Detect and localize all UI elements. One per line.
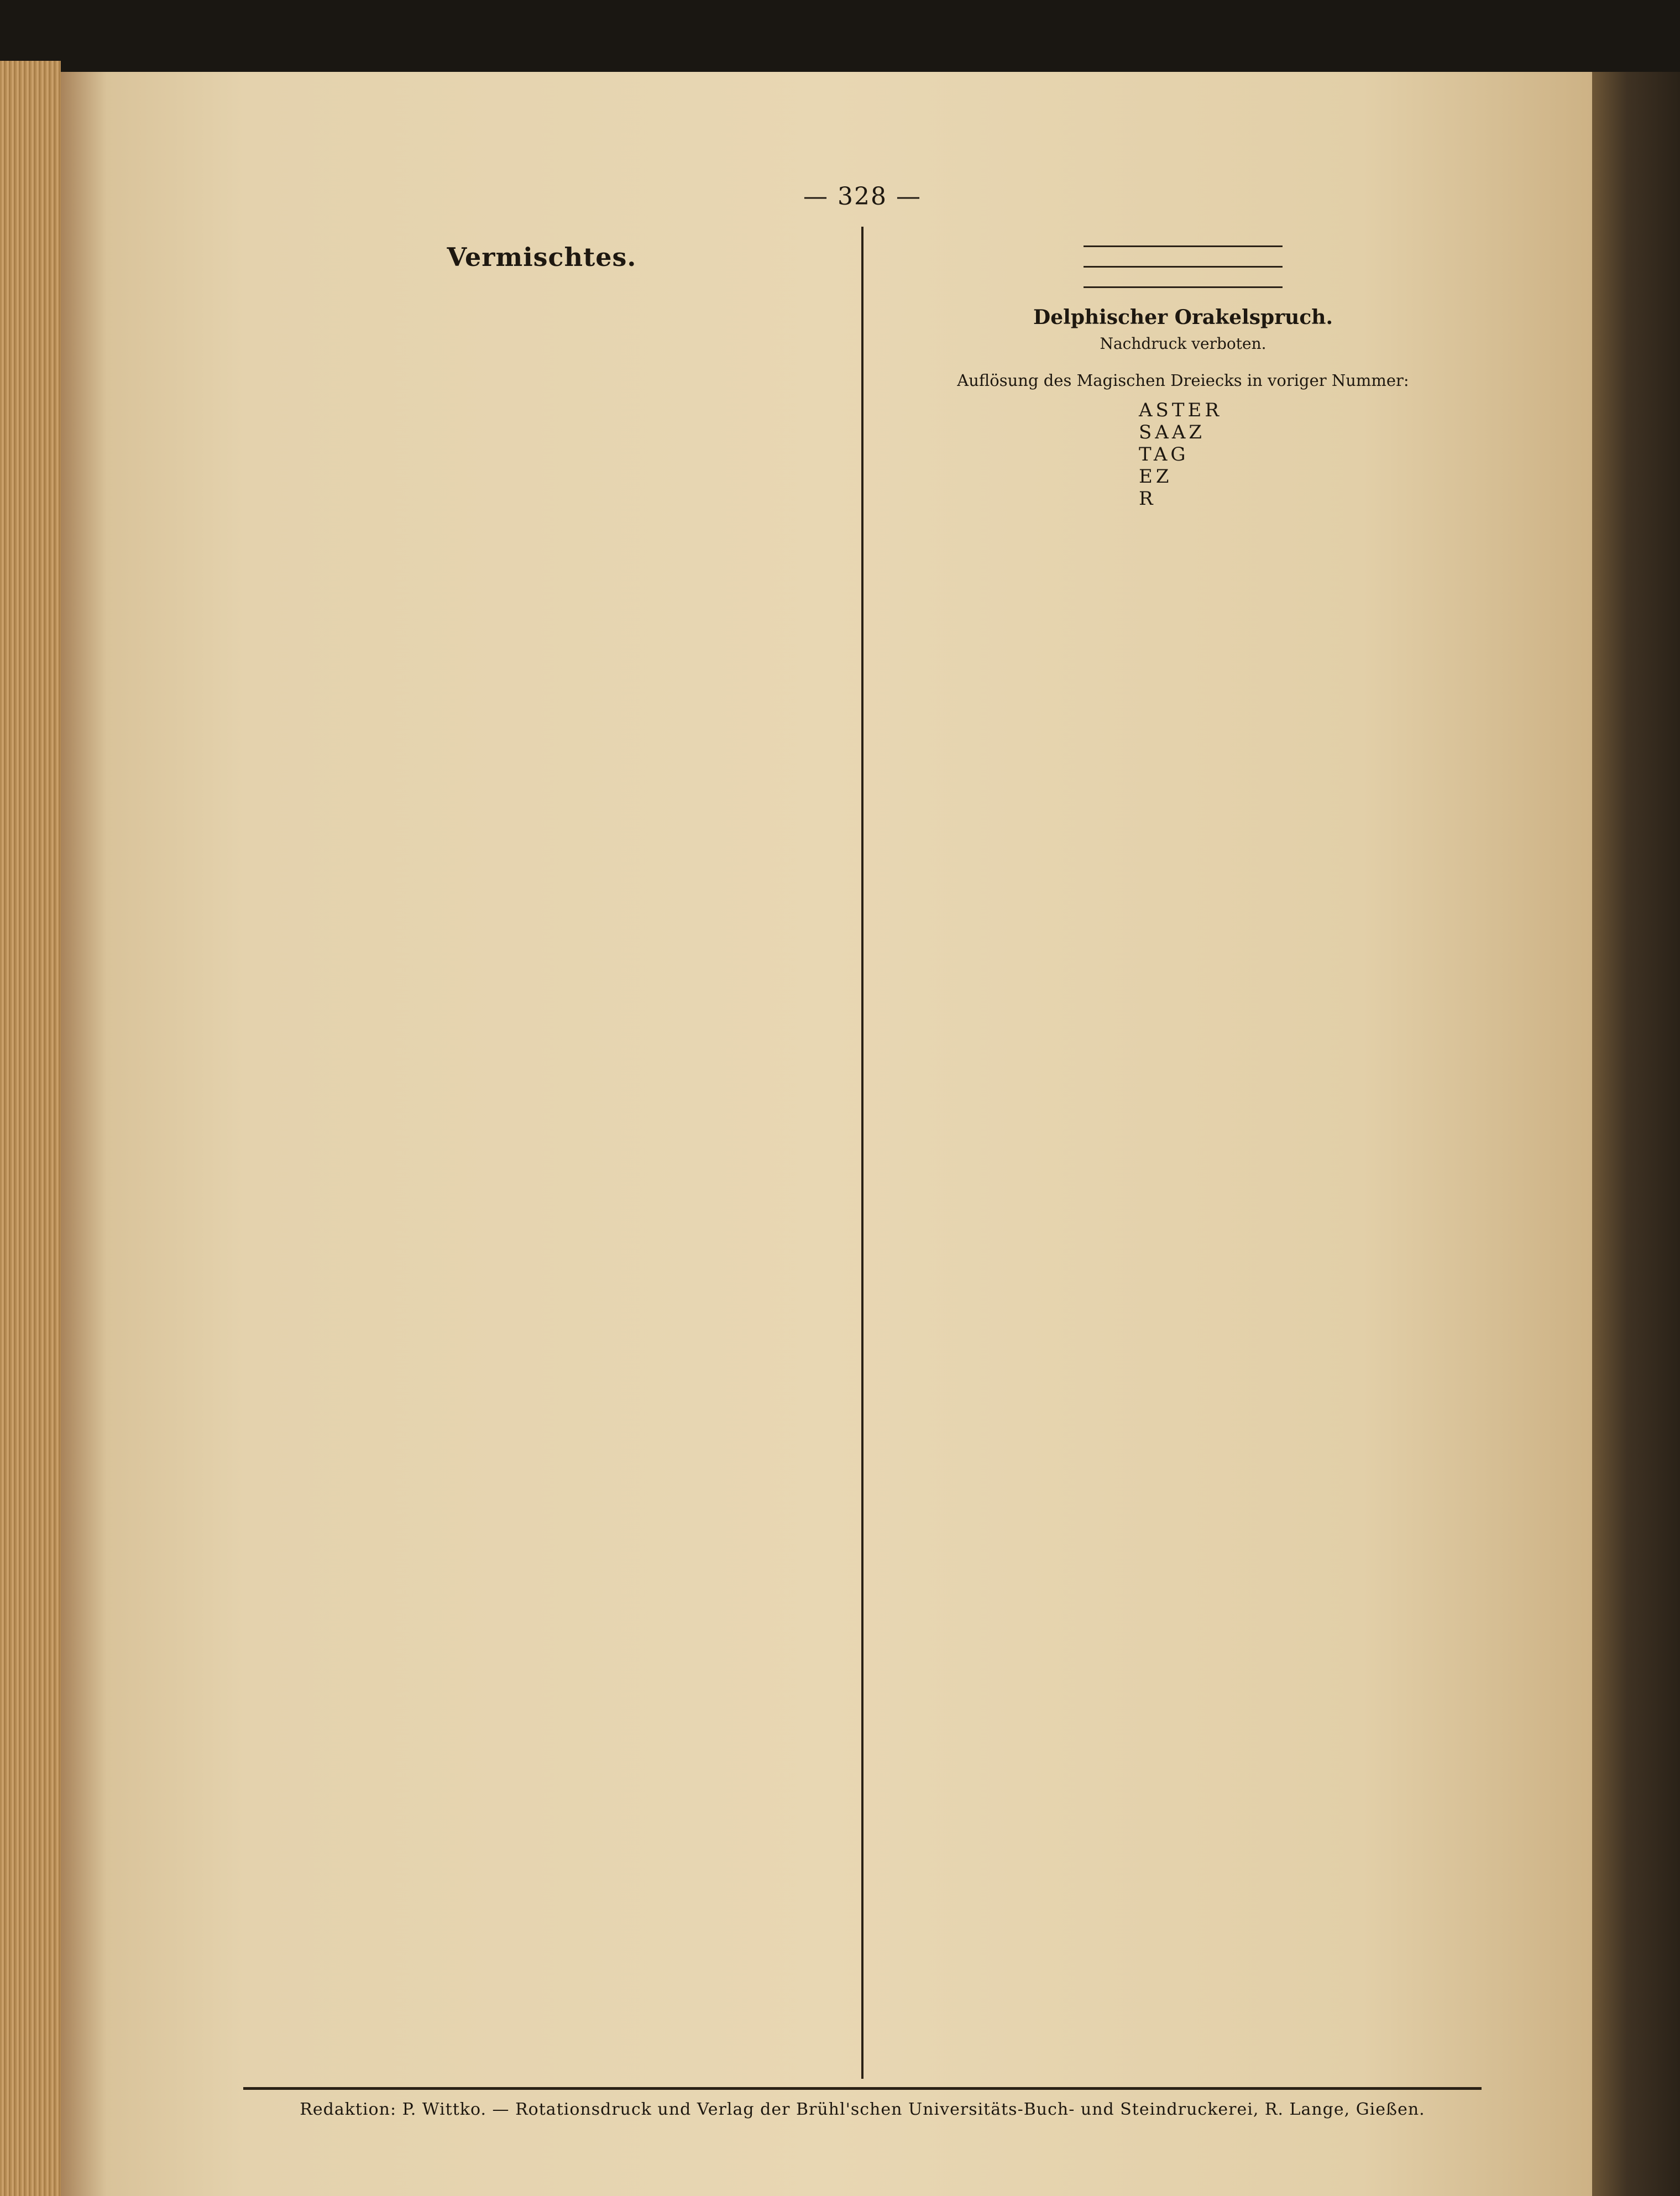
right-column — [885, 227, 1482, 2079]
magic-triangle-solution — [1139, 399, 1482, 510]
oracle-heading: Delphischer Orakelspruch. — [1033, 306, 1333, 329]
book-page-edges — [0, 61, 61, 2196]
oracle-subnote: Nachdruck verboten. — [1100, 334, 1266, 353]
section-heading-vermischtes: Vermischtes. — [447, 242, 637, 272]
imprint-footer: Redaktion: P. Wittko. — Rotationsdruck und Verlag der Brühl'schen Universitäts-Buch- und Steindruckerei, R. Lange, Gießen. — [300, 2100, 1425, 2119]
left-column — [243, 227, 840, 2079]
triangle-row: EZ — [1139, 466, 1173, 488]
triangle-row: TAG — [1139, 443, 1189, 466]
page-number: — 328 — — [803, 182, 922, 211]
separator-rule — [1084, 266, 1283, 268]
solution-heading: Auflösung des Magischen Dreiecks in voriger Nummer: — [957, 371, 1409, 390]
footer-rule — [243, 2087, 1482, 2090]
triangle-row: SAAZ — [1139, 421, 1206, 443]
next-page-strip — [1592, 72, 1680, 2196]
triangle-row: R — [1139, 488, 1156, 510]
separator-rule — [1084, 286, 1283, 288]
triangle-row: ASTER — [1139, 399, 1222, 421]
separator-rule — [1084, 245, 1283, 247]
column-divider — [861, 227, 863, 2079]
